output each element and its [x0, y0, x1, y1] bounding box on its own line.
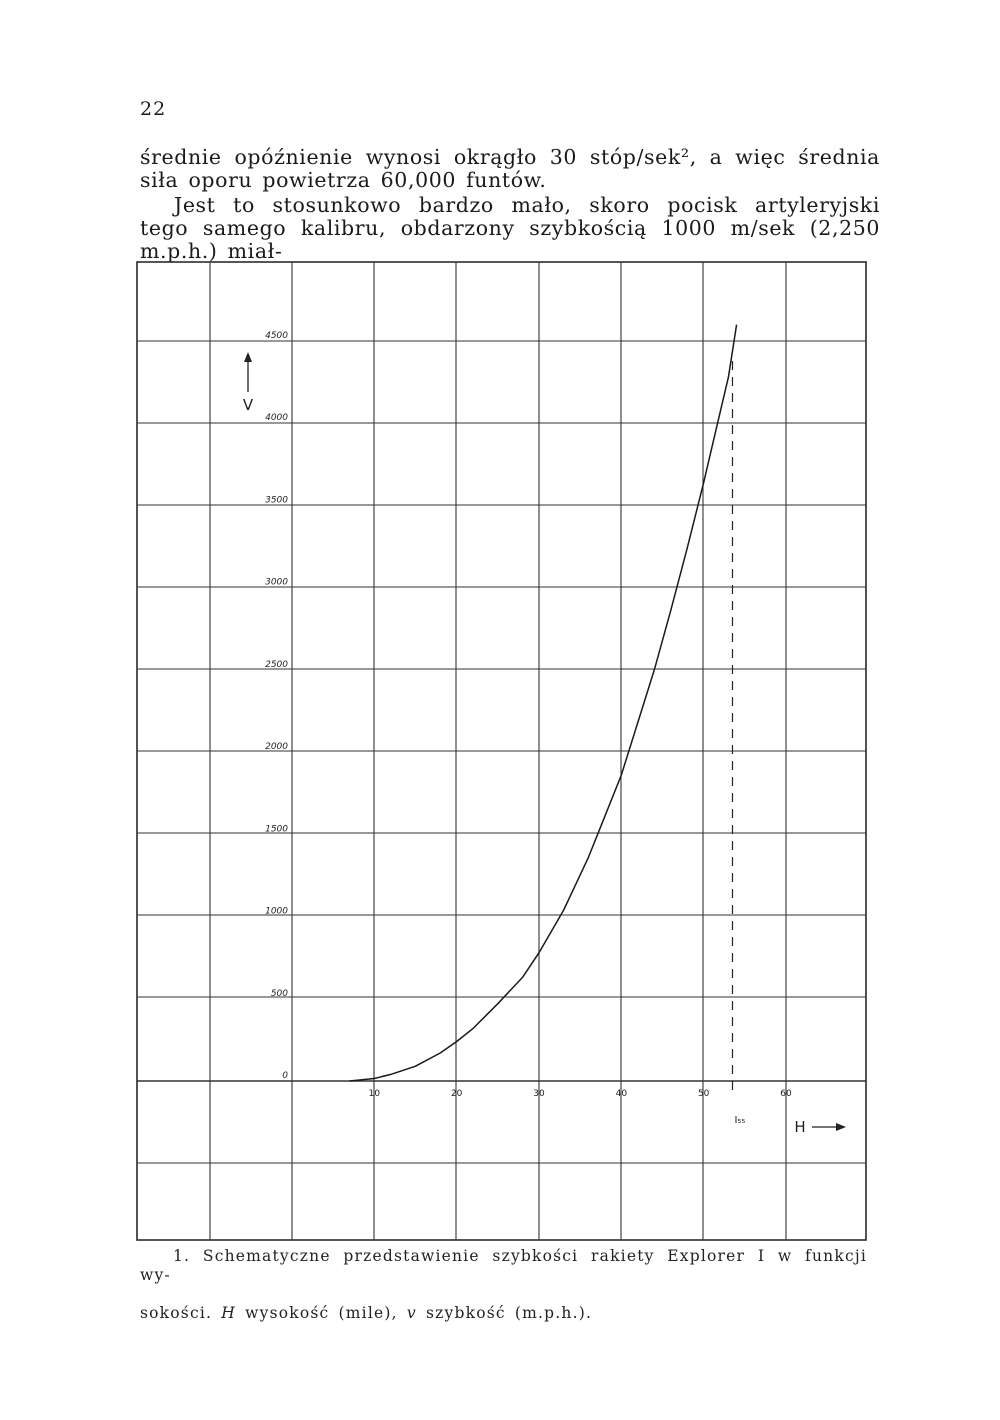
x-tick-label: 20 — [450, 1089, 463, 1099]
caption-text-b: sokości. — [140, 1304, 213, 1322]
x-axis-label: H — [794, 1118, 806, 1136]
y-tick-label: 3000 — [265, 577, 288, 588]
y-tick-label: 0 — [282, 1071, 288, 1081]
x-tick-labels — [369, 1089, 792, 1099]
caption-symbol-v: v — [406, 1304, 417, 1322]
y-tick-label: 1500 — [265, 824, 288, 835]
y-tick-label: 4000 — [265, 413, 288, 424]
y-tick-label: 2500 — [265, 659, 288, 670]
x-tick-label: 30 — [533, 1089, 545, 1099]
page-number: 22 — [140, 98, 167, 120]
paragraph-2: Jest to stosunkowo bardzo mało, skoro pocisk artyleryjski tego samego kalibru, obdarzony szybkością 1000 m/sek (2,250 m.p.h.) miał- — [140, 193, 880, 263]
y-tick-labels — [265, 331, 288, 1081]
y-axis-arrowhead — [244, 352, 252, 362]
y-tick-label: 2000 — [265, 742, 288, 753]
axis-labels — [243, 352, 846, 1136]
paragraph-1: średnie opóźnienie wynosi okrągło 30 stóp/sek², a więc średnia siła oporu powietrza 60,000 funtów. — [140, 145, 880, 192]
x-axis-arrowhead — [836, 1123, 846, 1131]
y-tick-label: 3500 — [265, 495, 288, 506]
y-tick-label: 4500 — [265, 331, 288, 341]
x-tick-label: 50 — [697, 1089, 710, 1099]
caption-number: 1. — [173, 1247, 191, 1265]
caption-symbol-h: H — [221, 1304, 236, 1322]
x-tick-label: 60 — [780, 1089, 792, 1099]
y-axis-label: V — [242, 396, 254, 414]
data-series — [350, 325, 746, 1126]
figure-caption — [140, 1247, 867, 1323]
caption-text-c: wysokość (mile), — [245, 1304, 398, 1322]
velocity-curve — [350, 325, 737, 1081]
caption-text-a: Schematyczne przedstawienie szybkości rakiety Explorer I w funkcji wy- — [140, 1247, 867, 1284]
y-tick-label: 1000 — [265, 906, 288, 917]
x-tick-label: 40 — [615, 1089, 628, 1099]
burnout-marker-label: I₅₅ — [734, 1115, 746, 1126]
x-tick-label: 10 — [368, 1089, 381, 1099]
y-tick-label: 500 — [270, 988, 288, 999]
caption-text-d: szybkość (m.p.h.). — [426, 1304, 593, 1322]
